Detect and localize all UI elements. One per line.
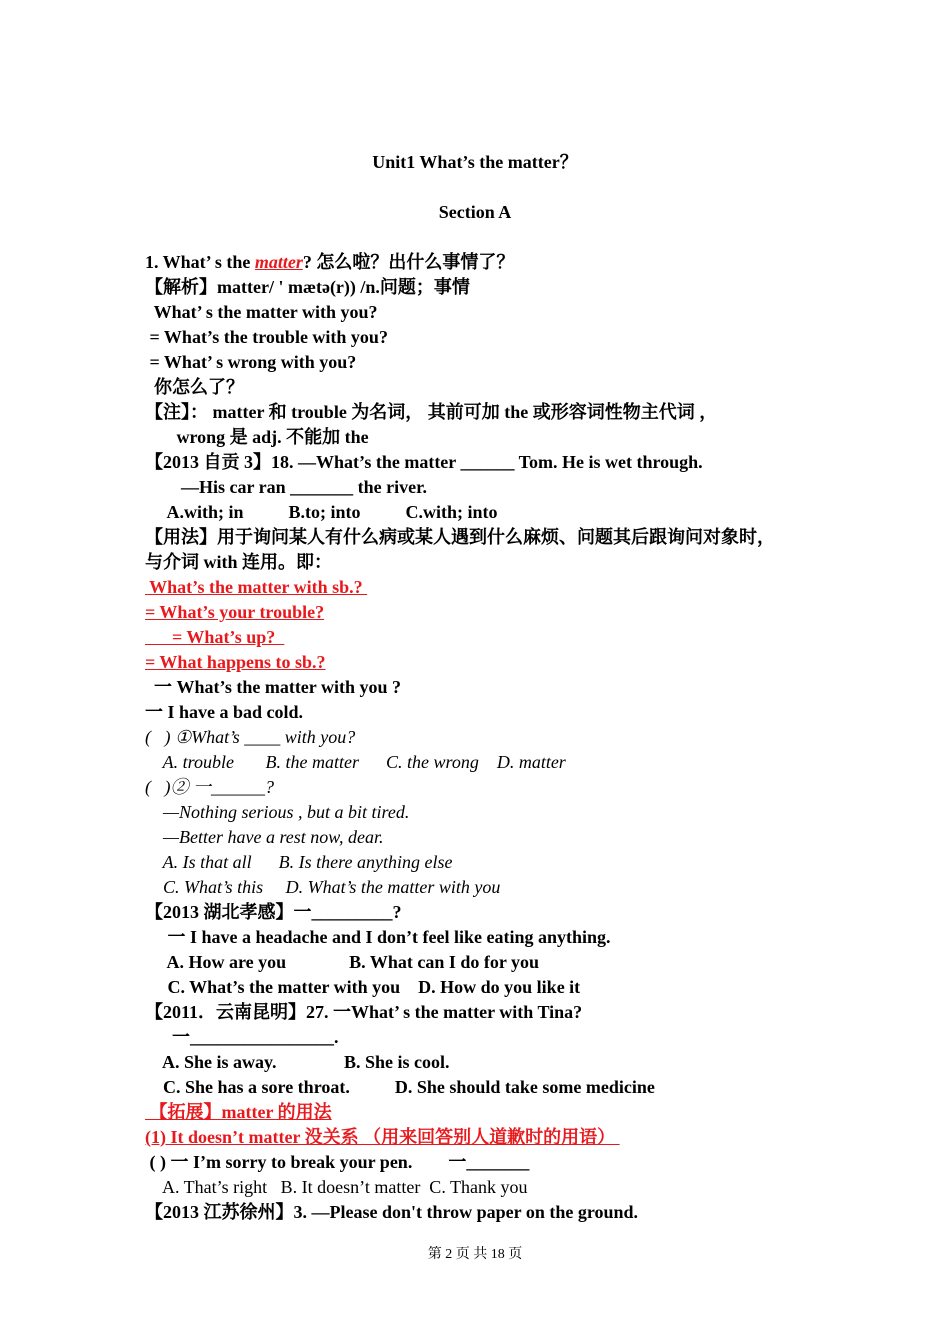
practice-line: ( )② 一______? xyxy=(145,777,274,797)
exercise-line: 【2011．云南昆明】27. 一What’ s the matter with Tina? xyxy=(145,1002,583,1022)
q1-keyword: matter xyxy=(254,252,303,272)
exercise-line: 【2013 自贡 3】18. —What’s the matter ______ Tom. He is wet through. xyxy=(145,452,703,472)
usage-line: 与介词 with 连用。即： xyxy=(145,552,333,572)
exercise-options: A. She is away. B. She is cool. xyxy=(145,1052,450,1072)
practice-options: A. Is that all B. Is there anything else xyxy=(145,852,453,872)
q1-rest: ? 怎么啦？出什么事情了？ xyxy=(302,252,515,272)
usage-pattern: = What happens to sb.? xyxy=(145,652,326,672)
dialog-line: 一 What’s the matter with you ? xyxy=(145,677,401,697)
note-line: wrong 是 adj. 不能加 the xyxy=(145,427,369,447)
exercise-line: 【2013 江苏徐州】3. —Please don't throw paper on the ground. xyxy=(145,1202,639,1222)
extend-heading: 【拓展】matter 的用法 xyxy=(145,1102,332,1122)
analysis-line: 【解析】matter/ ' mætə(r)) /n.问题；事情 xyxy=(145,277,470,297)
text-line: = What’s the trouble with you? xyxy=(145,327,388,347)
usage-pattern: = What’s your trouble? xyxy=(145,602,325,622)
page-title: Unit1 What’s the matter？ xyxy=(372,152,578,172)
usage-pattern: What’s the matter with sb.? xyxy=(145,577,368,597)
practice-options: A. trouble B. the matter C. the wrong D. matter xyxy=(145,752,566,772)
text-line: 你怎么了？ xyxy=(145,377,244,397)
section-heading: Section A xyxy=(438,202,512,222)
question-1 xyxy=(145,250,514,274)
practice-options: C. What’s this D. What’s the matter with you xyxy=(145,877,501,897)
practice-line: —Nothing serious , but a bit tired. xyxy=(145,802,410,822)
exercise-options: A.with; in B.to; into C.with; into xyxy=(145,502,498,522)
exercise-options: C. What’s the matter with you D. How do you like it xyxy=(145,977,581,997)
exercise-options: C. She has a sore throat. D. She should take some medicine xyxy=(145,1077,655,1097)
q1-number: 1. What’ s the xyxy=(145,252,255,272)
practice-line: —Better have a rest now, dear. xyxy=(145,827,384,847)
exercise-options: A. How are you B. What can I do for you xyxy=(145,952,540,972)
extend-line: (1) It doesn’t matter 没关系 （用来回答别人道歉时的用语） xyxy=(145,1127,620,1147)
exercise-line: 【2013 湖北孝感】一_________? xyxy=(145,902,402,922)
exercise-line: ( ) 一 I’m sorry to break your pen. 一_______ xyxy=(145,1152,530,1172)
usage-line: 【用法】用于询问某人有什么病或某人遇到什么麻烦、问题其后跟询问对象时， xyxy=(145,527,775,547)
exercise-options: A. That’s right B. It doesn’t matter C. Thank you xyxy=(145,1177,528,1197)
note-line: 【注】： matter 和 trouble 为名词， 其前可加 the 或形容词性物主代词 ， xyxy=(145,402,718,422)
practice-line: ( ) ①What’s ____ with you? xyxy=(145,727,356,747)
usage-pattern: = What’s up? xyxy=(145,627,285,647)
dialog-line: 一 I have a bad cold. xyxy=(145,702,304,722)
exercise-line: 一 I have a headache and I don’t feel like eating anything. xyxy=(145,927,611,947)
page-footer: 第 2 页 共 18 页 xyxy=(427,1247,523,1262)
exercise-line: 一________________. xyxy=(145,1027,339,1047)
exercise-line: —His car ran _______ the river. xyxy=(145,477,427,497)
text-line: = What’ s wrong with you? xyxy=(145,352,357,372)
text-line: What’ s the matter with you? xyxy=(145,302,378,322)
